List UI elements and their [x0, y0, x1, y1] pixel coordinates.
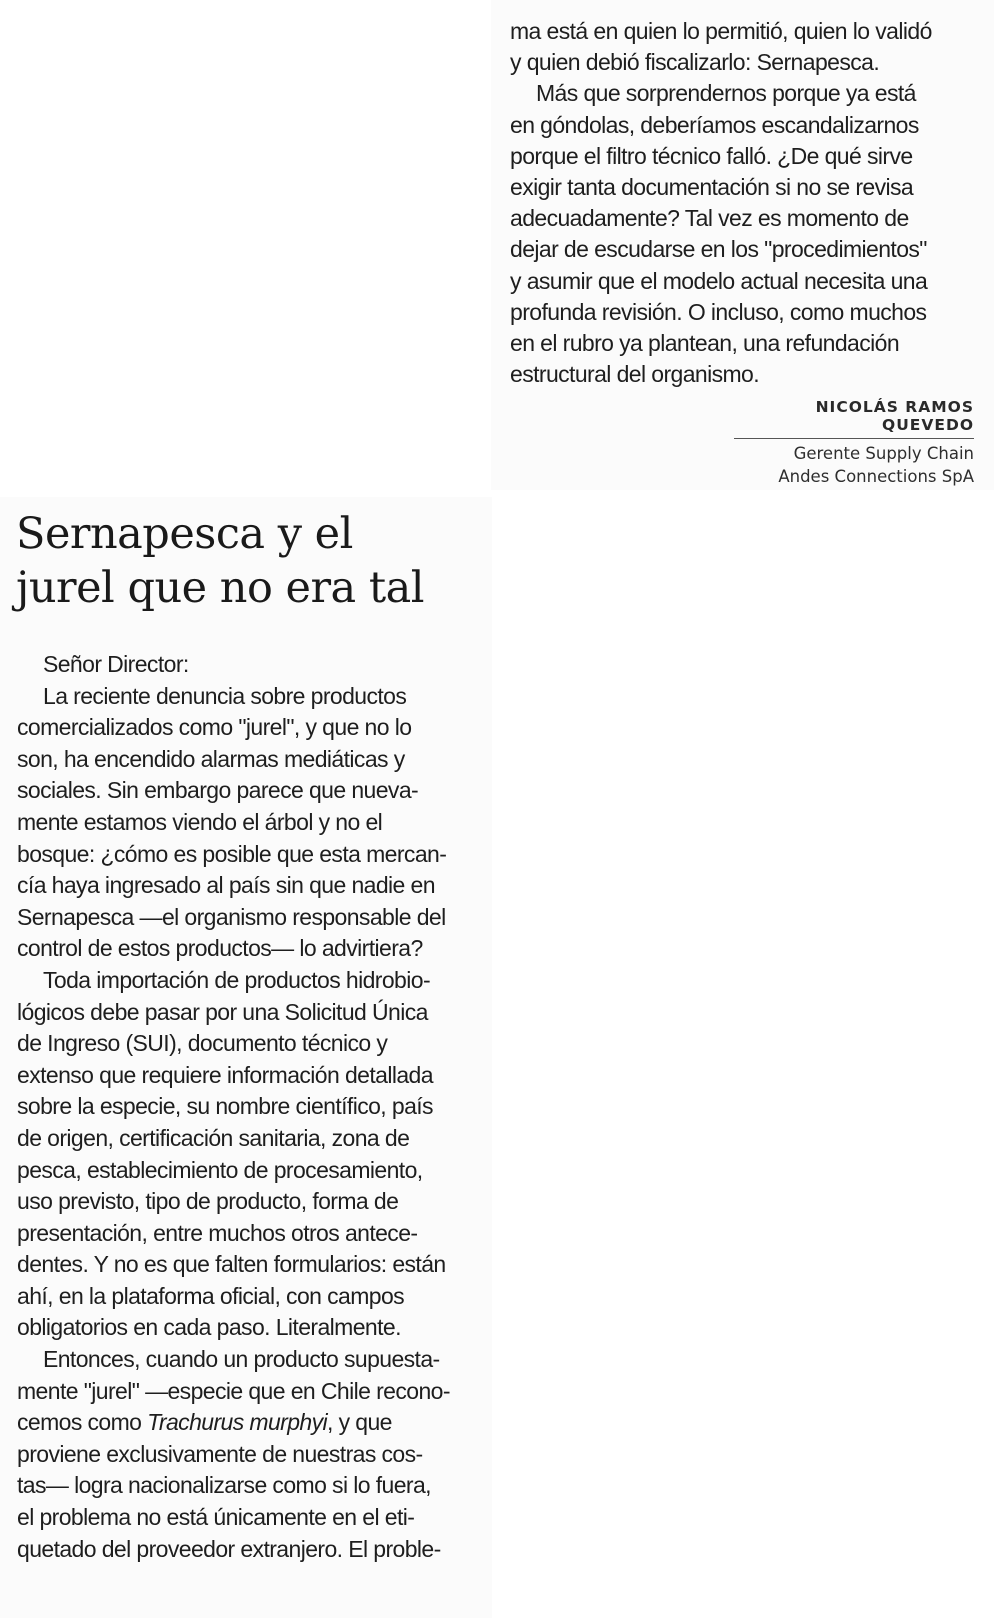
- text-line: son, ha encendido alarmas mediáticas y: [17, 745, 405, 772]
- text-line: obligatorios en cada paso. Literalmente.: [17, 1314, 401, 1341]
- author-company: Andes Connections SpA: [778, 467, 974, 486]
- text-line: adecuadamente? Tal vez es momento de: [510, 205, 909, 232]
- text-line: de Ingreso (SUI), documento técnico y: [17, 1030, 388, 1057]
- text-line: lógicos debe pasar por una Solicitud Única: [17, 998, 428, 1025]
- text-line: y quien debió fiscalizarlo: Sernapesca.: [510, 49, 880, 76]
- headline-line: jurel que no era tal: [16, 563, 425, 613]
- letter-headline: [16, 507, 424, 615]
- text-line: de origen, certificación sanitaria, zona de: [17, 1124, 410, 1151]
- headline-line: Sernapesca y el: [16, 509, 353, 559]
- text-line: mente estamos viendo el árbol y no el: [17, 808, 383, 835]
- text-line: extenso que requiere información detallada: [17, 1061, 433, 1088]
- text-line: estructural del organismo.: [510, 361, 760, 388]
- paragraph-start-line: Más que sorprendernos porque ya está: [536, 80, 916, 107]
- text-line: cía haya ingresado al país sin que nadie en: [17, 872, 435, 899]
- text-line: mente "jurel" —especie que en Chile recono-: [17, 1377, 450, 1404]
- text-line: dentes. Y no es que falten formularios: están: [17, 1251, 446, 1278]
- species-post-text: , y que: [327, 1409, 392, 1436]
- paragraph-start-line: Toda importación de productos hidrobio-: [43, 966, 431, 993]
- letter-continuation-column: [491, 0, 994, 490]
- text-line: en el rubro ya plantean, una refundación: [510, 329, 900, 356]
- species-line: [17, 1407, 450, 1439]
- letter-start-column: [0, 497, 492, 1618]
- author-name: NICOLÁS RAMOS QUEVEDO: [734, 398, 974, 439]
- author-signature: [734, 398, 974, 488]
- text-line: control de estos productos— lo advirtiera?: [17, 935, 423, 962]
- text-line: el problema no está únicamente en el eti-: [17, 1504, 415, 1531]
- letter-body: [17, 649, 450, 1565]
- text-line: proviene exclusivamente de nuestras cos-: [17, 1440, 423, 1467]
- text-line: Sernapesca —el organismo responsable del: [17, 903, 446, 930]
- text-line: comercializados como "jurel", y que no lo: [17, 714, 412, 741]
- text-line: en góndolas, deberíamos escandalizarnos: [510, 111, 919, 138]
- text-line: porque el filtro técnico falló. ¿De qué sirve: [510, 142, 913, 169]
- text-line: bosque: ¿cómo es posible que esta mercan-: [17, 840, 447, 867]
- author-role: Gerente Supply Chain: [793, 444, 974, 463]
- species-scientific-name: Trachurus murphyi: [147, 1409, 327, 1436]
- continuation-text: [510, 16, 932, 390]
- salutation: Señor Director:: [43, 651, 189, 677]
- text-line: quetado del proveedor extranjero. El proble-: [17, 1535, 441, 1562]
- text-line: dejar de escudarse en los "procedimientos": [510, 236, 927, 263]
- author-credentials: [734, 439, 974, 488]
- text-line: profunda revisión. O incluso, como muchos: [510, 298, 927, 325]
- text-line: ma está en quien lo permitió, quien lo validó: [510, 18, 932, 44]
- text-line: sociales. Sin embargo parece que nueva-: [17, 777, 419, 804]
- text-line: uso previsto, tipo de producto, forma de: [17, 1188, 399, 1215]
- text-line: presentación, entre muchos otros antece-: [17, 1219, 418, 1246]
- text-line: exigir tanta documentación si no se revisa: [510, 173, 914, 200]
- text-line: tas— logra nacionalizarse como si lo fuera,: [17, 1472, 431, 1499]
- paragraph-start-line: Entonces, cuando un producto supuesta-: [43, 1346, 440, 1373]
- paragraph-start-line: La reciente denuncia sobre productos: [43, 682, 407, 709]
- text-line: y asumir que el modelo actual necesita una: [510, 267, 928, 294]
- species-pre-text: cemos como: [17, 1409, 148, 1436]
- text-line: pesca, establecimiento de procesamiento,: [17, 1156, 423, 1183]
- text-line: ahí, en la plataforma oficial, con campos: [17, 1282, 405, 1309]
- text-line: sobre la especie, su nombre científico, país: [17, 1093, 433, 1120]
